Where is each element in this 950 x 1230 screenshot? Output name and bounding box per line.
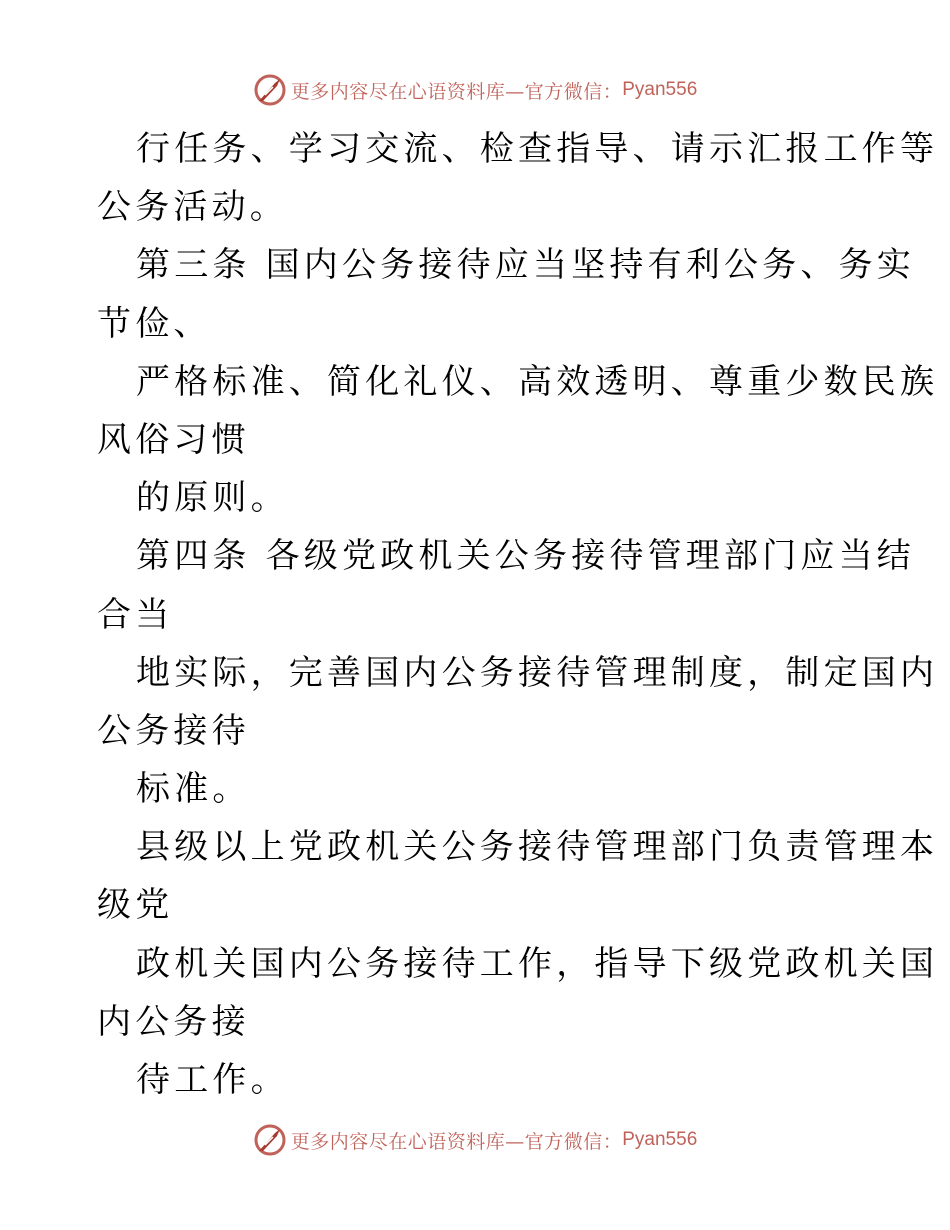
watermark-text: 更多内容尽在心语资料库—官方微信： <box>290 1130 623 1153</box>
text-line: 严格标准、简化礼仪、高效透明、尊重少数民族 <box>136 361 939 402</box>
text-line: 公务接待 <box>97 710 250 751</box>
text-line: 风俗习惯 <box>97 419 250 460</box>
text-line: 县级以上党政机关公务接待管理部门负责管理本 <box>136 827 939 868</box>
text-line: 行任务、学习交流、检查指导、请示汇报工作等 <box>136 129 939 169</box>
text-line: 的原则。 <box>136 478 289 519</box>
footer-watermark <box>0 1120 950 1160</box>
text-line: 地实际，完善国内公务接待管理制度，制定国内 <box>136 652 939 693</box>
text-line: 公务活动。 <box>97 187 288 228</box>
text-line: 内公务接 <box>97 1001 250 1042</box>
text-line: 节俭、 <box>97 303 212 344</box>
watermark-handle: Pyan556 <box>622 1129 698 1150</box>
quill-logo-icon <box>253 1123 287 1157</box>
text-line: 合当 <box>97 594 174 635</box>
text-line: 第四条 各级党政机关公务接待管理部门应当结 <box>136 536 916 577</box>
quill-logo-icon <box>253 73 287 107</box>
text-line: 第三条 国内公务接待应当坚持有利公务、务实 <box>136 245 916 286</box>
header-watermark <box>0 70 950 110</box>
watermark-handle: Pyan556 <box>622 79 698 100</box>
document-body <box>97 120 939 1109</box>
text-line: 政机关国内公务接待工作，指导下级党政机关国 <box>136 943 939 984</box>
text-line: 待工作。 <box>136 1060 289 1100</box>
watermark-text: 更多内容尽在心语资料库—官方微信： <box>290 80 623 103</box>
text-line: 标准。 <box>136 769 251 810</box>
text-line: 级党 <box>97 885 174 926</box>
